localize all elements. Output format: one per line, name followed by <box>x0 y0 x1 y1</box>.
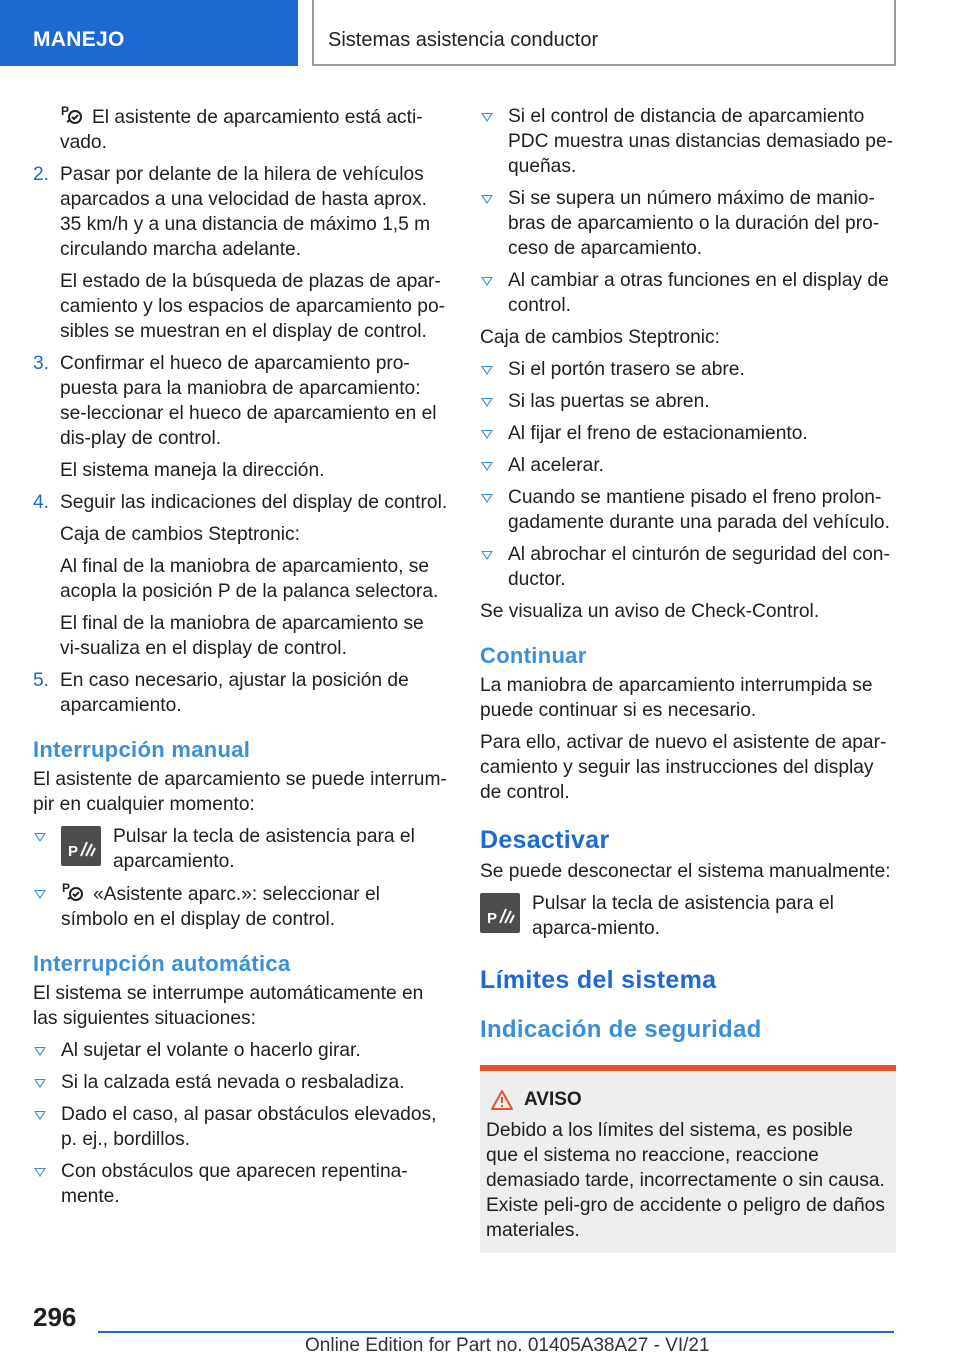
auto-text: El sistema se interrumpe automáticamente en las siguientes situaciones: <box>33 983 424 1029</box>
heading-system-limits: Límites del sistema <box>480 966 717 994</box>
park-assist-icon <box>61 881 85 903</box>
checkcontrol-text: Se visualiza un aviso de Check-Control. <box>480 601 820 622</box>
warning-box <box>480 1065 896 1253</box>
manual-bullet-2 <box>33 881 448 932</box>
bullet-triangle-icon <box>481 494 493 503</box>
step-text: El estado de la búsqueda de plazas de apar-camiento y los espacios de aparcamiento po-sibles se muestran en el display de control. <box>60 271 446 342</box>
bullet-text: «Asistente aparc.»: seleccionar el símbolo en el display de control. <box>61 884 380 930</box>
footer-edition: Online Edition for Part no. 01405A38A27 - VI/21 <box>305 1335 710 1356</box>
auto-bullet: Dado el caso, al pasar obstáculos elevados, p. ej., bordillos. <box>33 1102 448 1152</box>
auto-bullet: Al sujetar el volante o hacerlo girar. <box>33 1038 448 1063</box>
step-number: 3. <box>33 353 50 374</box>
step-number: 2. <box>33 164 50 185</box>
steptronic-bullet: Al fijar el freno de estacionamiento. <box>480 421 896 446</box>
svg-text:P: P <box>62 881 71 895</box>
heading-safety-note: Indicación de seguridad <box>480 1016 762 1043</box>
interrupt-bullet: Si el control de distancia de aparcamiento PDC muestra unas distancias demasiado pe-queñas. <box>480 104 896 179</box>
heading-automatic-interruption: Interrupción automática <box>33 951 291 976</box>
park-assist-button-icon <box>61 826 101 866</box>
bullet-triangle-icon <box>481 366 493 375</box>
page-number: 296 <box>33 1302 77 1332</box>
svg-text:P: P <box>68 843 79 860</box>
svg-text:P: P <box>487 910 498 927</box>
bullet-triangle-icon <box>34 1111 46 1120</box>
right-column <box>480 104 896 1253</box>
steptronic-bullet: Al acelerar. <box>480 453 896 478</box>
heading-deactivate: Desactivar <box>480 826 610 854</box>
deactivate-instruction-text: Pulsar la tecla de asistencia para el aparca-miento. <box>532 893 834 939</box>
steptronic-bullet: Si las puertas se abren. <box>480 389 896 414</box>
manual-bullet-1 <box>33 824 448 874</box>
bullet-triangle-icon <box>34 1168 46 1177</box>
interrupt-bullet: Al cambiar a otras funciones en el display de control. <box>480 268 896 318</box>
park-assist-icon <box>60 104 84 126</box>
auto-bullet: Con obstáculos que aparecen repentina-mente. <box>33 1159 448 1209</box>
section-tab <box>0 0 298 66</box>
step-text: Pasar por delante de la hilera de vehículos aparcados a una velocidad de hasta aprox. 35 km/h y a una distancia de máximo 1,5 m circulando marcha adelante. <box>60 164 431 260</box>
step-text: Caja de cambios Steptronic: <box>60 524 300 545</box>
interrupt-bullet: Si se supera un número máximo de manio-bras de aparcamiento o la duración del pro-ceso de aparcamiento. <box>480 186 896 261</box>
footer-divider <box>98 1331 894 1333</box>
step-3 <box>33 351 448 483</box>
heading-manual-interruption: Interrupción manual <box>33 737 251 762</box>
step-5 <box>33 668 448 718</box>
chapter-title: Sistemas asistencia conductor <box>328 29 599 51</box>
bullet-triangle-icon <box>481 277 493 286</box>
warning-title: AVISO <box>490 1087 888 1112</box>
step-text: El sistema maneja la dirección. <box>60 460 325 481</box>
chapter-header <box>312 0 896 66</box>
step-text: Al final de la maniobra de aparcamiento, se acopla la posición P de la palanca selectora. <box>60 556 439 602</box>
bullet-triangle-icon <box>34 1079 46 1088</box>
step-number: 4. <box>33 492 50 513</box>
deactivate-instruction <box>480 891 896 941</box>
bullet-triangle-icon <box>481 551 493 560</box>
continue-text-1: La maniobra de aparcamiento interrumpida se puede continuar si es necesario. <box>480 675 873 721</box>
bullet-triangle-icon <box>34 1047 46 1056</box>
warning-triangle-icon <box>490 1089 514 1111</box>
heading-continue: Continuar <box>480 643 587 668</box>
step-number: 5. <box>33 670 50 691</box>
bullet-triangle-icon <box>34 890 46 899</box>
manual-text: El asistente de aparcamiento se puede interrum-pir en cualquier momento: <box>33 769 447 815</box>
steptronic-bullet: Al abrochar el cinturón de seguridad del con-ductor. <box>480 542 896 592</box>
bullet-triangle-icon <box>481 430 493 439</box>
steptronic-bullet: Cuando se mantiene pisado el freno prolon-gadamente durante una parada del vehículo. <box>480 485 896 535</box>
bullet-triangle-icon <box>481 462 493 471</box>
section-label: MANEJO <box>33 28 125 51</box>
step-2 <box>33 162 448 344</box>
park-assist-button-icon <box>480 893 520 933</box>
bullet-triangle-icon <box>481 113 493 122</box>
step-text: Confirmar el hueco de aparcamiento pro-puesta para la maniobra de aparcamiento: se-leccionar el hueco de aparcamiento en el dis-play de control. <box>60 353 437 449</box>
step-text: Seguir las indicaciones del display de control. <box>60 492 448 513</box>
left-column <box>33 104 448 1216</box>
steptronic-label: Caja de cambios Steptronic: <box>480 327 720 348</box>
intro-paragraph: P El asistente de aparcamiento está acti-vado. <box>60 104 423 153</box>
warning-text: Debido a los límites del sistema, es posible que el sistema no reaccione, reaccione demasiado tarde, incorrectamente o sin causa. Existe peli-gro de accidente o peligro de daños materiales. <box>486 1120 885 1241</box>
steptronic-bullet: Si el portón trasero se abre. <box>480 357 896 382</box>
step-4 <box>33 490 448 661</box>
auto-bullet: Si la calzada está nevada o resbaladiza. <box>33 1070 448 1095</box>
deactivate-text: Se puede desconectar el sistema manualmente: <box>480 861 891 882</box>
bullet-triangle-icon <box>481 398 493 407</box>
svg-text:P: P <box>61 104 70 118</box>
continue-text-2: Para ello, activar de nuevo el asistente de apar-camiento y seguir las instrucciones del display de control. <box>480 732 887 803</box>
step-text: El final de la maniobra de aparcamiento se vi-sualiza en el display de control. <box>60 613 424 659</box>
bullet-triangle-icon <box>34 833 46 842</box>
step-text: En caso necesario, ajustar la posición de aparcamiento. <box>60 670 409 716</box>
bullet-text: Pulsar la tecla de asistencia para el aparcamiento. <box>113 826 415 872</box>
bullet-triangle-icon <box>481 195 493 204</box>
